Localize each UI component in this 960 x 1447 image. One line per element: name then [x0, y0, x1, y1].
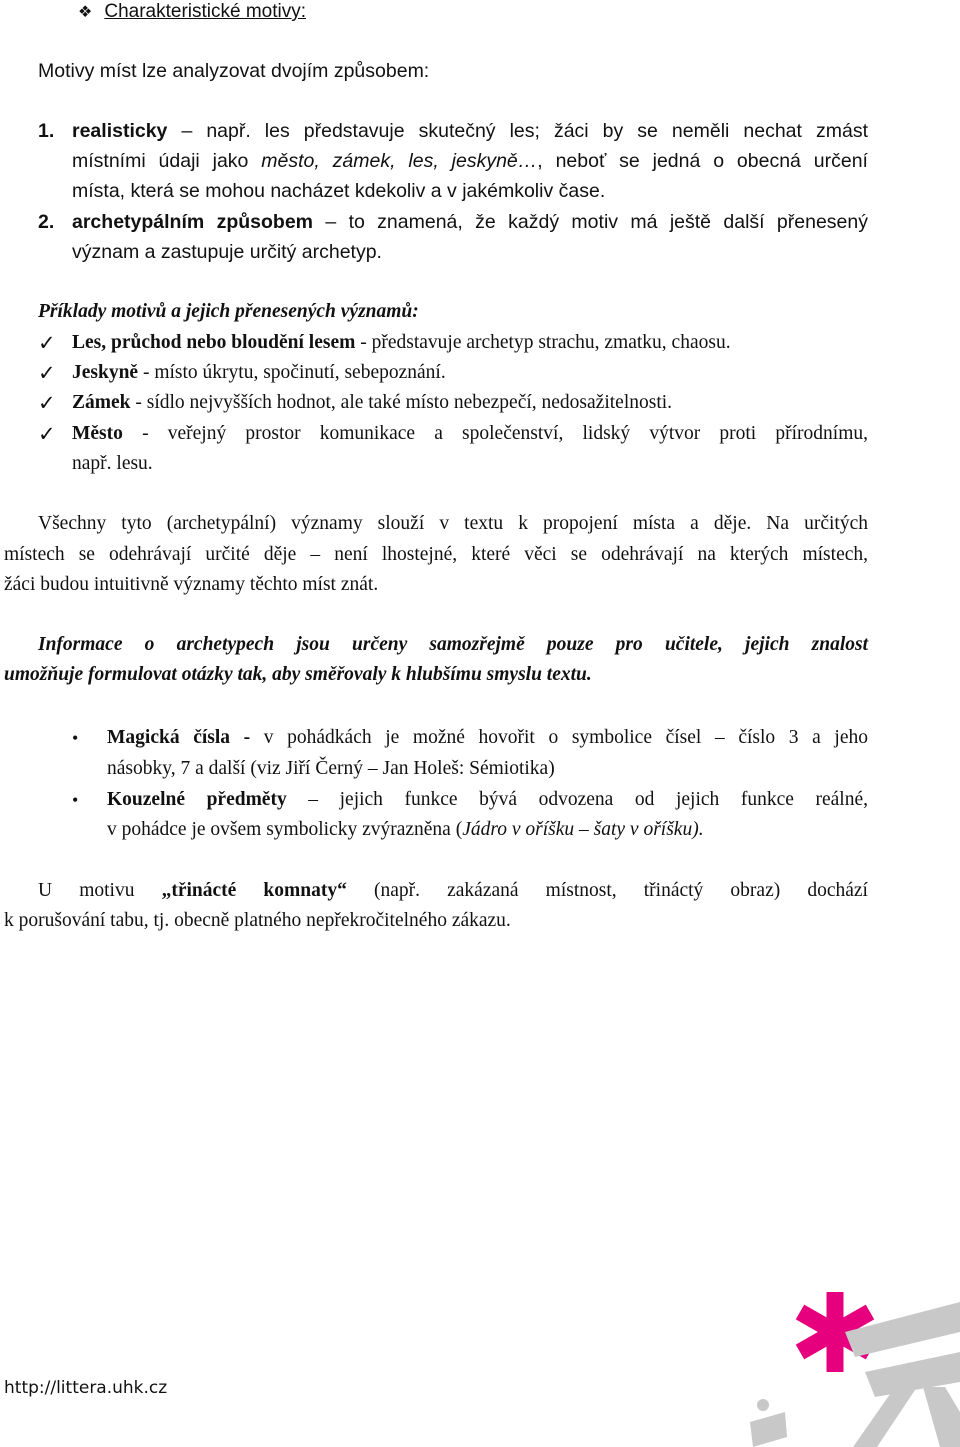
example-item-2 [72, 361, 446, 385]
bullet-item-1 [107, 726, 868, 750]
item1-line2-pre: místními údaji jako [72, 150, 262, 172]
bullet-item-2-line2 [107, 818, 704, 842]
example-item-1 [72, 331, 731, 355]
check-icon: ✓ [38, 361, 56, 385]
item1-line3: místa, která se mohou nacházet kdekoliv a v jakémkoliv čase. [72, 180, 606, 202]
footer-url: http://littera.uhk.cz [4, 1378, 168, 1398]
item2-bold: archetypálním způsobem [72, 211, 313, 233]
item1-line2-italic: město, zámek, les, jeskyně… [261, 150, 538, 172]
diamond-bullet-icon: ❖ [78, 2, 93, 21]
note-line1: Informace o archetypech jsou určeny samozřejmě pouze pro učitele, jejich znalost [38, 634, 868, 655]
paragraph2-line2: k porušování tabu, tj. obecně platného nepřekročitelného zákazu. [4, 910, 511, 931]
paragraph2-line1 [38, 879, 868, 903]
check-icon: ✓ [38, 331, 56, 355]
paragraph2-pre: U motivu [38, 880, 162, 901]
item1-line2 [72, 149, 868, 173]
example-item-4-cont: např. lesu. [72, 453, 153, 474]
paragraph1-line2: místech se odehrávají určité děje – není lhostejné, které věci se odehrávají na kterých místech, [4, 544, 868, 565]
example-item-1-text: - představuje archetyp strachu, zmatku, chaosu. [355, 332, 731, 353]
bullet-item-1-bold: Magická čísla - [107, 727, 251, 748]
item1-num: 1. [38, 120, 55, 142]
bullet-item-2-line2-text: v pohádce je ovšem symbolicky zvýrazněna ( [107, 819, 463, 840]
item1-line1-text: – např. les představuje skutečný les; žáci by se neměli nechat zmást [167, 120, 868, 142]
item2-line1-text: – to znamená, že každý motiv má ještě další přenesený [313, 211, 868, 233]
bullet-dot-icon: • [72, 790, 79, 810]
littera-logo [745, 1287, 960, 1447]
check-icon: ✓ [38, 422, 56, 446]
item1-line2-post: , neboť se jedná o obecná určení [537, 150, 868, 172]
example-item-1-bold: Les, průchod nebo bloudění lesem [72, 332, 356, 353]
item2-line2: význam a zastupuje určitý archetyp. [72, 241, 382, 263]
item1-bold: realisticky [72, 120, 168, 142]
example-item-4-bold: Město [72, 423, 123, 444]
bullet-dot-icon: • [72, 728, 79, 748]
item2-line1 [72, 210, 868, 234]
bullet-item-1-line2: násobky, 7 a další (viz Jiří Černý – Jan Holeš: Sémiotika) [107, 758, 555, 779]
check-icon: ✓ [38, 391, 56, 415]
note-line2: umožňuje formulovat otázky tak, aby směřovaly k hlubšímu smyslu textu. [4, 664, 592, 685]
heading-text: Charakteristické motivy: [104, 1, 307, 22]
item2-num: 2. [38, 211, 55, 233]
examples-title: Příklady motivů a jejich přenesených významů: [38, 301, 419, 322]
example-item-3-bold: Zámek [72, 392, 131, 413]
bullet-item-2-text: – jejich funkce bývá odvozena od jejich funkce reálné, [286, 789, 868, 810]
paragraph2-post: (např. zakázaná místnost, třináctý obraz) dochází [346, 880, 868, 901]
example-item-4 [72, 422, 868, 446]
paragraph1-line1: Všechny tyto (archetypální) významy slouží v textu k propojení místa a děje. Na určitých [38, 513, 868, 534]
section-heading [78, 0, 306, 24]
item1-line1 [72, 119, 868, 143]
bullet-item-2-bold: Kouzelné předměty [107, 789, 287, 810]
bullet-item-2 [107, 788, 868, 812]
example-item-3 [72, 391, 672, 415]
intro-text: Motivy míst lze analyzovat dvojím způsobem: [38, 60, 430, 82]
paragraph1-line3: žáci budou intuitivně významy těchto míst znát. [4, 574, 379, 595]
example-item-4-text: - veřejný prostor komunikace a společenství, lidský výtvor proti přírodnímu, [122, 423, 868, 444]
bullet-item-2-line2-italic: Jádro v oříšku – šaty v oříšku). [462, 819, 704, 840]
paragraph2-bold: „třinácté komnaty“ [161, 880, 347, 901]
example-item-2-text: - místo úkrytu, spočinutí, sebepoznání. [138, 362, 446, 383]
bullet-item-1-text: v pohádkách je možné hovořit o symbolice čísel – číslo 3 a jeho [250, 727, 868, 748]
example-item-2-bold: Jeskyně [72, 362, 139, 383]
example-item-3-text: - sídlo nejvyšších hodnot, ale také místo nebezpečí, nedosažitelnosti. [130, 392, 673, 413]
